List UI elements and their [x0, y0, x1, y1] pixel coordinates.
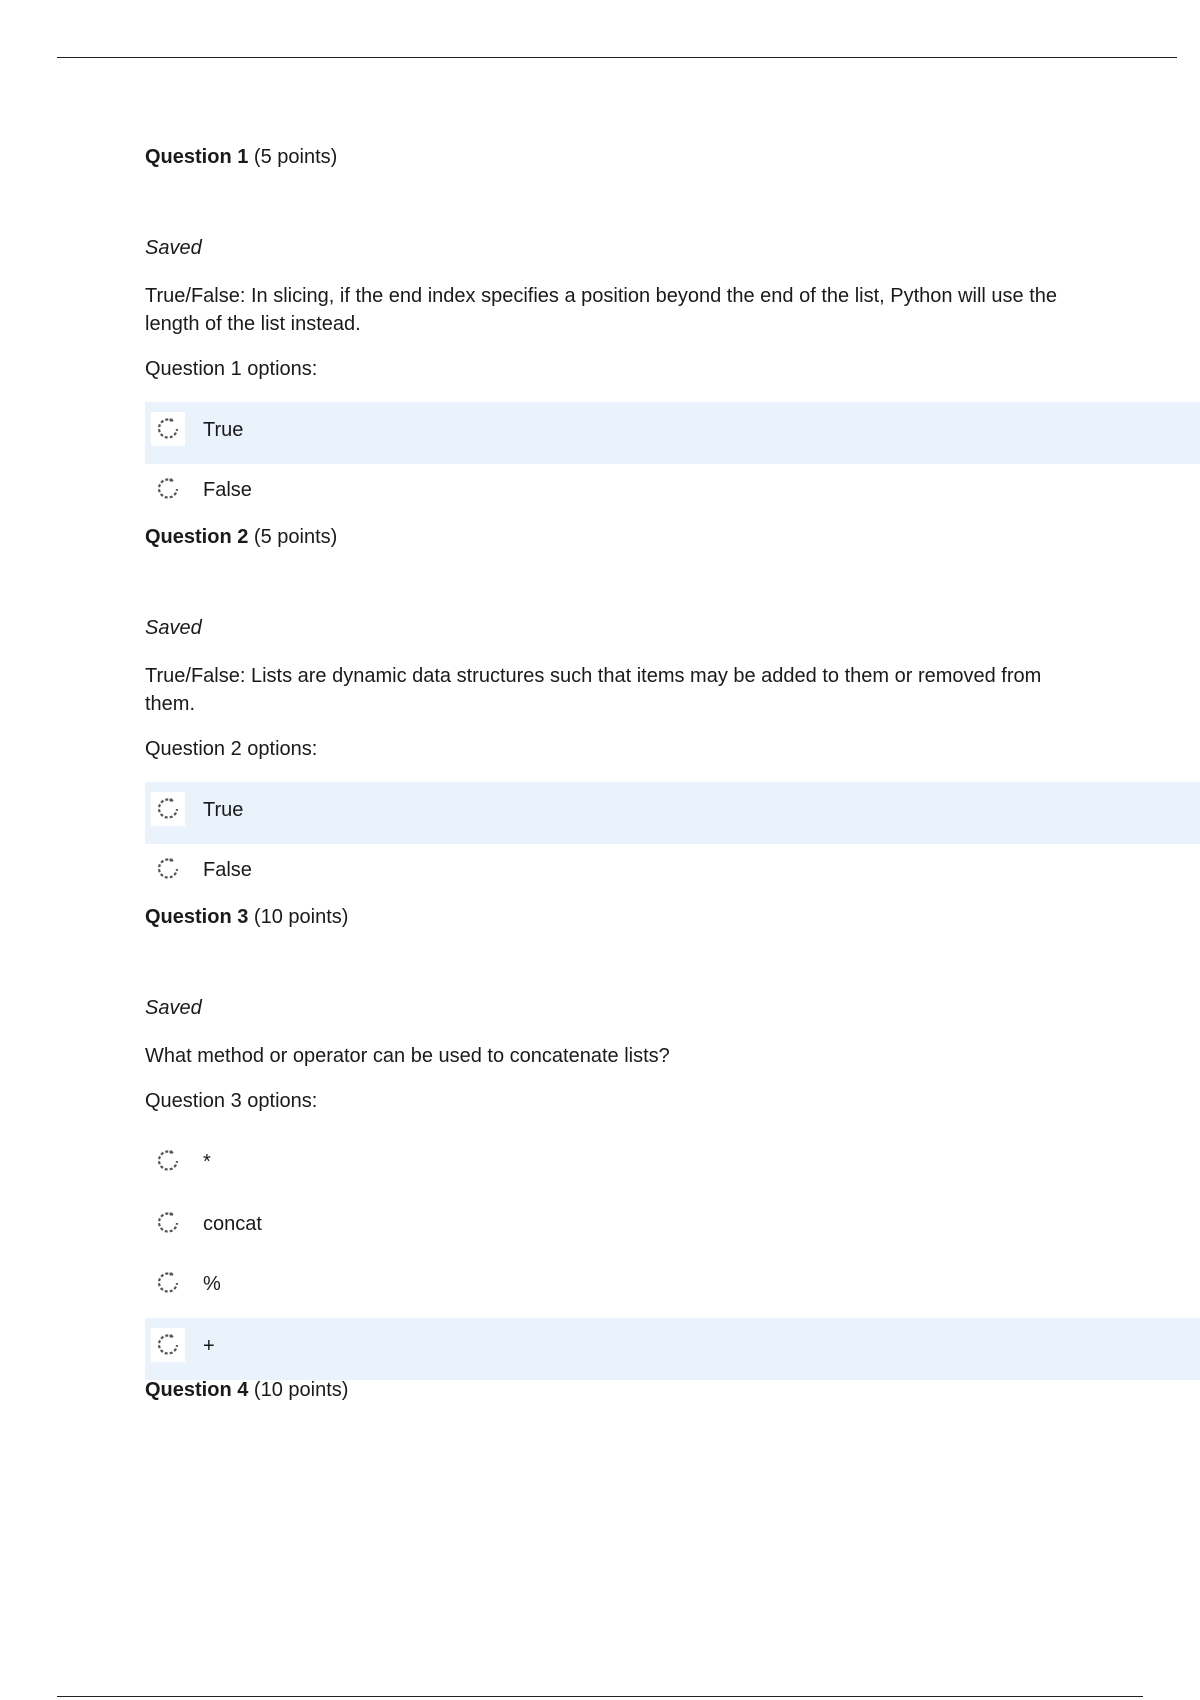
options-label: Question 2 options:	[145, 738, 318, 760]
option-plus[interactable]	[145, 1318, 1200, 1380]
radio-button-icon[interactable]	[151, 1328, 185, 1362]
option-text: True	[203, 799, 244, 821]
saved-status: Saved	[145, 997, 202, 1019]
saved-status: Saved	[145, 237, 202, 259]
question-points: (5 points)	[253, 146, 338, 168]
radio-button-icon[interactable]	[151, 1266, 185, 1300]
question-prompt: True/False: In slicing, if the end index specifies a position beyond the end of the list, Python will use the length of the list instead.	[145, 285, 1058, 335]
question-title	[145, 146, 337, 169]
question-points: (10 points)	[253, 906, 349, 928]
option-text: False	[203, 859, 252, 881]
question-number: Question 3	[145, 906, 249, 928]
question-title	[145, 1379, 348, 1402]
question-title	[145, 526, 337, 549]
option-text: False	[203, 479, 252, 501]
question-points: (5 points)	[253, 526, 338, 548]
question-prompt: True/False: Lists are dynamic data structures such that items may be added to them or removed from them.	[145, 665, 1042, 715]
question-prompt: What method or operator can be used to concatenate lists?	[145, 1045, 670, 1067]
option-concat[interactable]	[145, 1196, 1200, 1258]
option-text: *	[203, 1151, 211, 1173]
option-percent[interactable]	[145, 1256, 1200, 1318]
option-text: concat	[203, 1213, 262, 1235]
options-label: Question 3 options:	[145, 1090, 318, 1112]
option-true[interactable]	[145, 402, 1200, 464]
radio-button-icon[interactable]	[151, 412, 185, 446]
option-asterisk[interactable]	[145, 1134, 1200, 1196]
question-title	[145, 906, 348, 929]
saved-status: Saved	[145, 617, 202, 639]
top-divider	[57, 57, 1177, 58]
option-text: +	[203, 1335, 215, 1357]
question-points: (10 points)	[253, 1379, 349, 1401]
question-number: Question 1	[145, 146, 249, 168]
radio-button-icon[interactable]	[151, 852, 185, 886]
option-false[interactable]	[145, 462, 1200, 524]
radio-button-icon[interactable]	[151, 792, 185, 826]
radio-button-icon[interactable]	[151, 1144, 185, 1178]
bottom-divider	[57, 1696, 1143, 1697]
option-false[interactable]	[145, 842, 1200, 904]
option-text: %	[203, 1273, 221, 1295]
question-number: Question 2	[145, 526, 249, 548]
question-number: Question 4	[145, 1379, 249, 1401]
option-true[interactable]	[145, 782, 1200, 844]
option-text: True	[203, 419, 244, 441]
options-label: Question 1 options:	[145, 358, 318, 380]
radio-button-icon[interactable]	[151, 1206, 185, 1240]
radio-button-icon[interactable]	[151, 472, 185, 506]
